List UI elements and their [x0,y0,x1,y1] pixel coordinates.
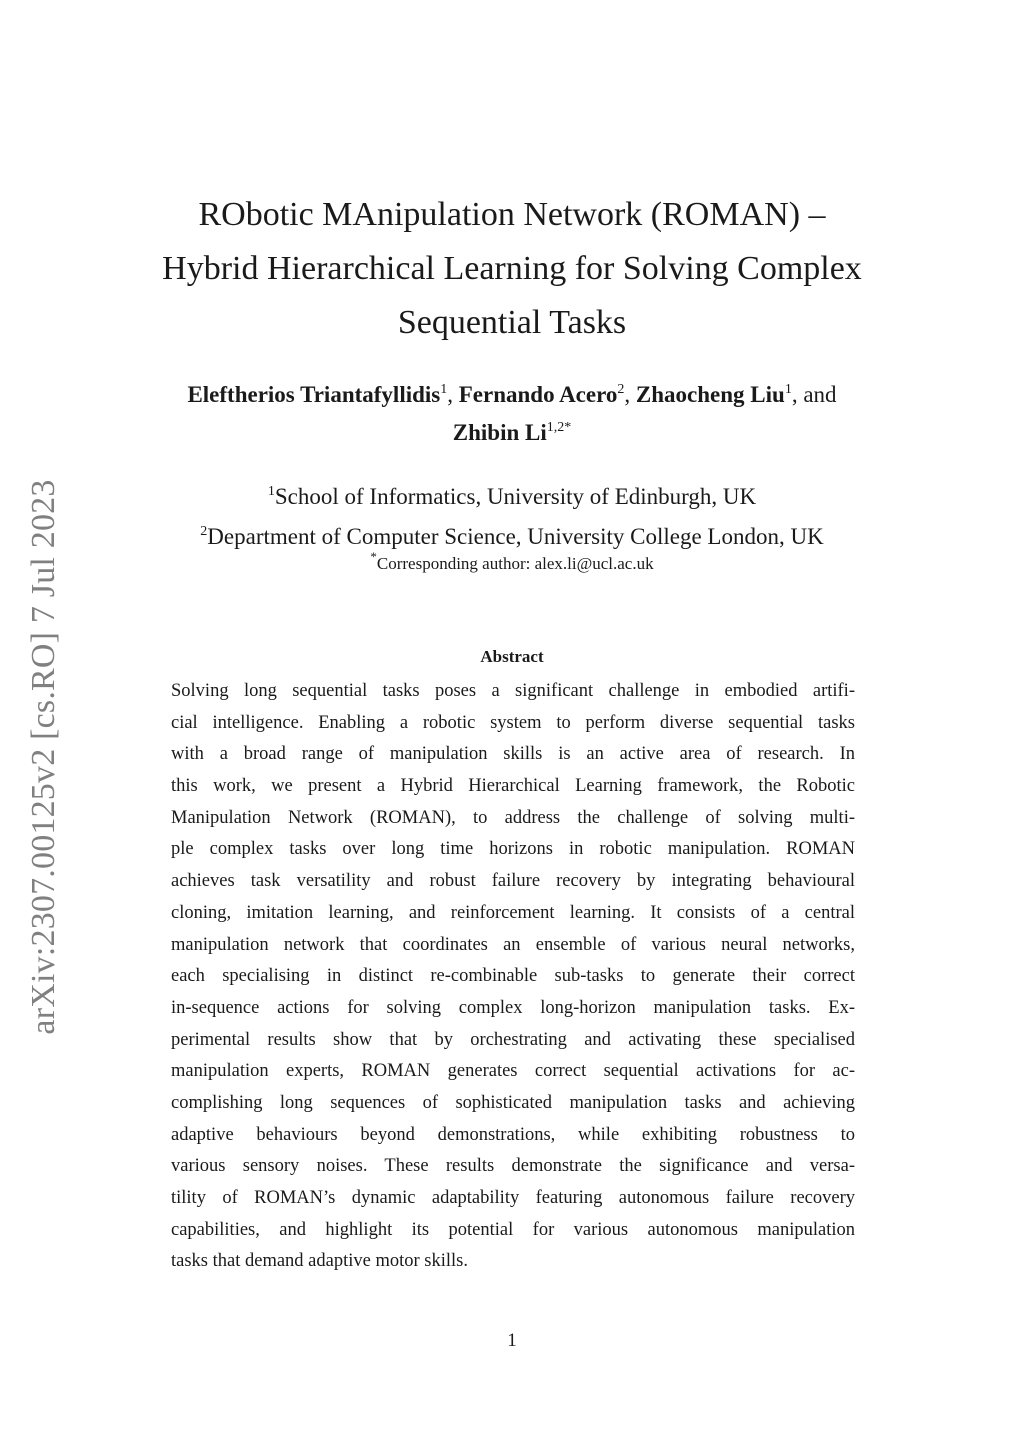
abstract-line: manipulation network that coordinates an ensemble of various neural networks, [171,934,855,955]
corresponding-author-text: Corresponding author: alex.li@ucl.ac.uk [376,554,654,573]
abstract-heading: Abstract [480,647,544,666]
author-separator: , and [791,382,837,407]
arxiv-identifier-stamp: arXiv:2307.00125v2 [cs.RO] 7 Jul 2023 [25,479,62,1035]
abstract-line: manipulation experts, ROMAN generates correct sequential activations for ac- [171,1061,855,1082]
abstract-line: adaptive behaviours beyond demonstrations, while exhibiting robustness to [171,1124,855,1145]
abstract-line: achieves task versatility and robust failure recovery by integrating behavioural [171,871,855,892]
abstract-line: Solving long sequential tasks poses a significant challenge in embodied artifi- [171,681,855,701]
author-affiliation-mark: 1,2* [546,420,572,435]
corresponding-author [110,549,914,576]
affiliation [110,477,914,517]
abstract-line: capabilities, and highlight its potential for various autonomous manipulation [171,1219,855,1240]
author-line [110,414,914,452]
abstract-line: with a broad range of manipulation skills is an active area of research. In [171,744,855,765]
abstract-line: ple complex tasks over long time horizons in robotic manipulation. ROMAN [171,839,855,860]
affiliation-mark: 2 [200,524,208,539]
abstract-line: Manipulation Network (ROMAN), to address the challenge of solving multi- [171,807,855,828]
abstract-line: in-sequence actions for solving complex long-horizon manipulation tasks. Ex- [171,997,855,1018]
author-name: Zhaocheng Liu [635,382,785,407]
author-line [110,376,914,414]
paper-title [140,188,884,350]
title-line: Sequential Tasks [397,304,627,341]
abstract-line: cial intelligence. Enabling a robotic system to perform diverse sequential tasks [171,712,855,733]
abstract-line: cloning, imitation learning, and reinforcement learning. It consists of a central [171,902,855,923]
abstract-line: tility of ROMAN’s dynamic adaptability featuring autonomous failure recovery [171,1188,855,1208]
abstract-line: each specialising in distinct re-combinable sub-tasks to generate their correct [171,966,855,987]
author-name: Fernando Acero [458,382,618,407]
author-name: Eleftherios Triantafyllidis [187,382,441,407]
abstract-line: perimental results show that by orchestrating and activating these specialised [171,1029,855,1050]
abstract-line: tasks that demand adaptive motor skills. [171,1251,468,1272]
corresponding-mark: * [370,549,377,564]
affiliation-text: School of Informatics, University of Edinburgh, UK [274,484,757,509]
abstract-body [171,676,855,1278]
author-affiliation-mark: 2 [617,382,625,397]
abstract-line: this work, we present a Hybrid Hierarchical Learning framework, the Robotic [171,776,855,797]
affiliation-text: Department of Computer Science, University College London, UK [207,524,824,549]
author-affiliation-mark: 1 [440,382,448,397]
author-list [110,376,914,452]
author-affiliation-mark: 1 [784,382,792,397]
affiliation [110,517,914,557]
abstract-line: complishing long sequences of sophisticated manipulation tasks and achieving [171,1092,855,1113]
title-line: Hybrid Hierarchical Learning for Solving Complex [162,250,862,287]
affiliation-list [110,477,914,557]
title-line: RObotic MAnipulation Network (ROMAN) – [198,196,826,233]
page-number: 1 [507,1330,517,1351]
abstract-line: various sensory noises. These results demonstrate the significance and versa- [171,1156,855,1177]
affiliation-mark: 1 [267,484,275,499]
author-separator: , [447,382,459,407]
author-name: Zhibin Li [452,420,547,445]
author-separator: , [624,382,636,407]
